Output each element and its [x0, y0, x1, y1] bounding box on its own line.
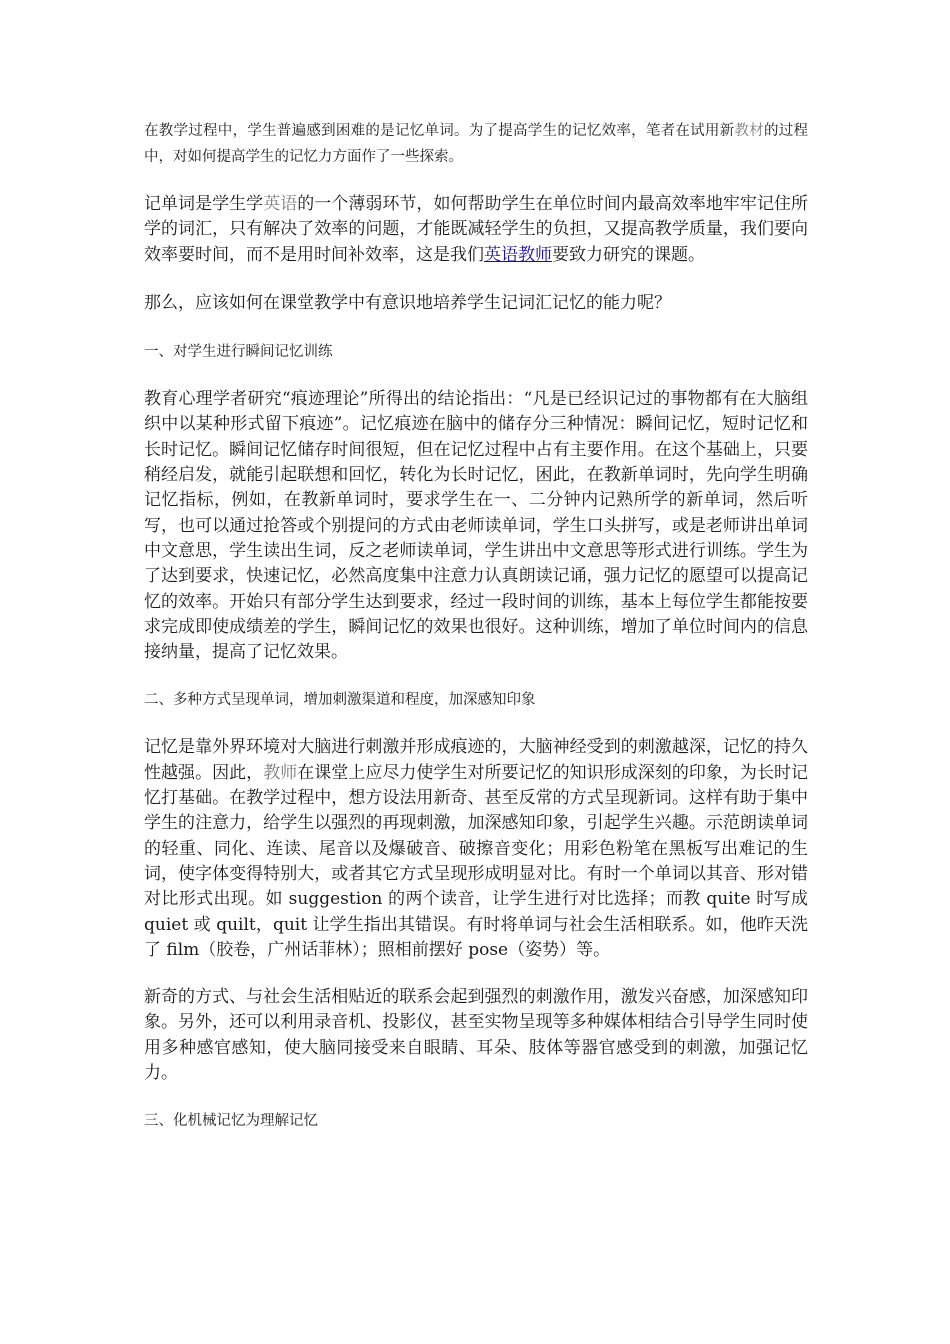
keyword-english: 英语	[263, 194, 298, 214]
para5-text-a: 记忆是靠外界环境对大脑进行刺激并形成痕迹的，大脑神经受到的刺激越深，记忆的持久性越强。因此，	[144, 737, 808, 783]
intro-paragraph	[144, 118, 808, 170]
para2-text-a: 记单词是学生学	[144, 194, 264, 214]
paragraph-novel-methods: 新奇的方式、与社会生活相贴近的联系会起到强烈的刺激作用，激发兴奋感，加深感知印象。另外，还可以利用录音机、投影仪，甚至实物呈现等多种媒体相结合引导学生同时使用多种感官感知，使大脑同接受来自眼睛、耳朵、肢体等器官感受到的刺激，加强记忆力。	[144, 987, 808, 1084]
keyword-textbook: 教材	[734, 123, 764, 139]
keyword-teacher: 教师	[263, 762, 298, 783]
intro-text-b: 的过程中，对如何提高学生的记忆力方面作了一些探索。	[144, 123, 809, 165]
intro-text-a: 在教学过程中，学生普遍感到困难的是记忆单词。为了提高学生的记忆效率，笔者在试用新	[144, 123, 735, 139]
section-heading-2: 二、多种方式呈现单词，增加刺激渠道和程度，加深感知印象	[144, 692, 536, 709]
paragraph-question: 那么，应该如何在课堂教学中有意识地培养学生记词汇记忆的能力呢？	[144, 292, 671, 313]
paragraph-instant-memory: 教育心理学者研究“痕迹理论”所得出的结论指出：“凡是已经识记过的事物都有在大脑组织中以某种形式留下痕迹”。记忆痕迹在脑中的储存分三种情况：瞬间记忆，短时记忆和长时记忆。瞬间记忆储存时间很短，但在记忆过程中占有主要作用。在这个基础上，只要稍经启发，就能引起联想和回忆，转化为长时记忆，困此，在教新单词时，先向学生明确记忆指标，例如，在教新单词时，要求学生在一、二分钟内记熟所学的新单词，然后听写，也可以通过抢答或个别提问的方式由老师读单词，学生口头拼写，或是老师讲出单词中文意思，学生读出生词，反之老师读单词，学生讲出中文意思等形式进行训练。学生为了达到要求，快速记忆，必然高度集中注意力认真朗读记诵，强力记忆的愿望可以提高记忆的效率。开始只有部分学生达到要求，经过一段时间的训练，基本上每位学生都能按要求完成即使成绩差的学生，瞬间记忆的效果也很好。这种训练，增加了单位时间内的信息接纳量，提高了记忆效果。	[144, 389, 808, 663]
paragraph-vocab-weakness	[144, 192, 808, 268]
english-teacher-link[interactable]: 英语教师	[484, 244, 552, 265]
para2-text-c: 要致力研究的课题。	[552, 244, 705, 265]
para5-text-b: 在课堂上应尽力使学生对所要记忆的知识形成深刻的印象，为长时记忆打基础。在教学过程中，想方设法用新奇、甚至反常的方式呈现新词。这样有助于集中学生的注意力，给学生以强烈的再现刺激，加深感知印象，引起学生兴趣。示范朗读单词的轻重、同化、连读、尾音以及爆破音、破擦音变化；用彩色粉笔在黑板写出难记的生词，使字体变得特别大，或者其它方式呈现形成明显对比。有时一个单词以其音、形对错对比形式出现。如 suggestion 的两个读音，让学生进行对比选择；而教 quite 时写成 quiet 或 quilt，quit 让学生指出其错误。有时将单词与社会生活相联系。如，他昨天洗了 film（胶卷，广州话菲林）；照相前摆好 pose（姿势）等。	[144, 762, 809, 960]
section-heading-1: 一、对学生进行瞬间记忆训练	[144, 344, 333, 361]
document-body	[144, 118, 808, 1134]
section-heading-3: 三、化机械记忆为理解记忆	[144, 1113, 318, 1130]
para2-text-b: 的一个薄弱环节，如何帮助学生在单位时间内最高效率地牢牢记住所学的词汇，只有解决了效率的问题，才能既减轻学生的负担，又提高教学质量，我们要向效率要时间，而不是用时间补效率，这是我们	[144, 194, 809, 265]
paragraph-multiple-methods	[144, 735, 808, 963]
